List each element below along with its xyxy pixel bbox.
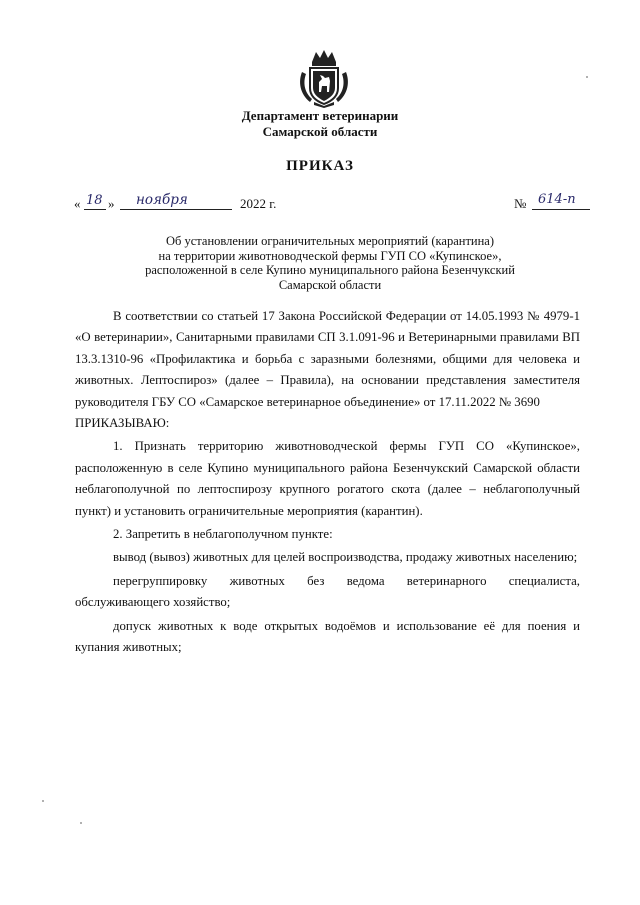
- open-quote: «: [74, 196, 81, 211]
- order-number-prefix: №: [514, 196, 527, 211]
- order-item-2-b: перегруппировку животных без ведома ветеринарного специалиста, обслуживающего хозяйство;: [75, 573, 580, 610]
- date-month: ноября: [136, 192, 188, 208]
- date-day: 18: [86, 193, 103, 208]
- scan-speck: [42, 800, 44, 802]
- close-quote: »: [108, 196, 115, 211]
- subject-line: Самарской области: [278, 277, 382, 292]
- date-number-line: [74, 193, 584, 215]
- subject-line: на территории животноводческой фермы ГУП СО «Купинское»,: [158, 248, 502, 263]
- subject-line: расположенной в селе Купино муниципального района Безенчукский: [145, 263, 515, 277]
- subject-line: Об установлении ограничительных мероприятий (карантина): [165, 234, 494, 248]
- order-number: 614-п: [538, 192, 576, 207]
- order-subject: [0, 234, 640, 292]
- department-name: Департамент ветеринарии: [241, 108, 399, 123]
- order-item-1: 1. Признать территорию животноводческой фермы ГУП СО «Купинское», расположенную в селе Купино муниципального района Безенчукский Самарской области неблагополучной по лептоспирозу крупного рогатого скота (далее – неблагополучный пункт) и установить ограничительные мероприятия (карантин).: [75, 439, 580, 518]
- number-underline: [532, 209, 590, 210]
- document-title: ПРИКАЗ: [286, 158, 354, 174]
- order-body: [75, 306, 580, 659]
- scan-speck: [586, 76, 588, 78]
- scan-speck: [80, 822, 82, 824]
- order-word: ПРИКАЗЫВАЮ:: [75, 416, 170, 431]
- date-year: 2022 г.: [240, 196, 277, 211]
- order-item-2-a: вывод (вывоз) животных для целей воспроизводства, продажу животных населению;: [113, 550, 578, 565]
- department-region: Самарской области: [262, 124, 378, 139]
- month-underline: [120, 209, 232, 210]
- preamble-paragraph: В соответствии со статьей 17 Закона Российской Федерации от 14.05.1993 № 4979-1 «О ветеринарии», Санитарными правилами СП 3.1.091-96 и Ветеринарными правилами ВП 13.3.1310-96 «Профилактика и борьба с заразными болезнями, общими для человека и животных. Лептоспироз» (далее – Правила), на основании представления заместителя руководителя ГБУ СО «Самарское ветеринарное объединение» от 17.11.2022 № 3690: [75, 309, 580, 409]
- order-item-2: 2. Запретить в неблагополучном пункте:: [113, 527, 333, 542]
- coat-of-arms-samara-icon: [296, 48, 352, 108]
- day-underline: [84, 209, 106, 210]
- order-item-2-c: допуск животных к воде открытых водоёмов и использование её для поения и купания животных;: [75, 618, 580, 655]
